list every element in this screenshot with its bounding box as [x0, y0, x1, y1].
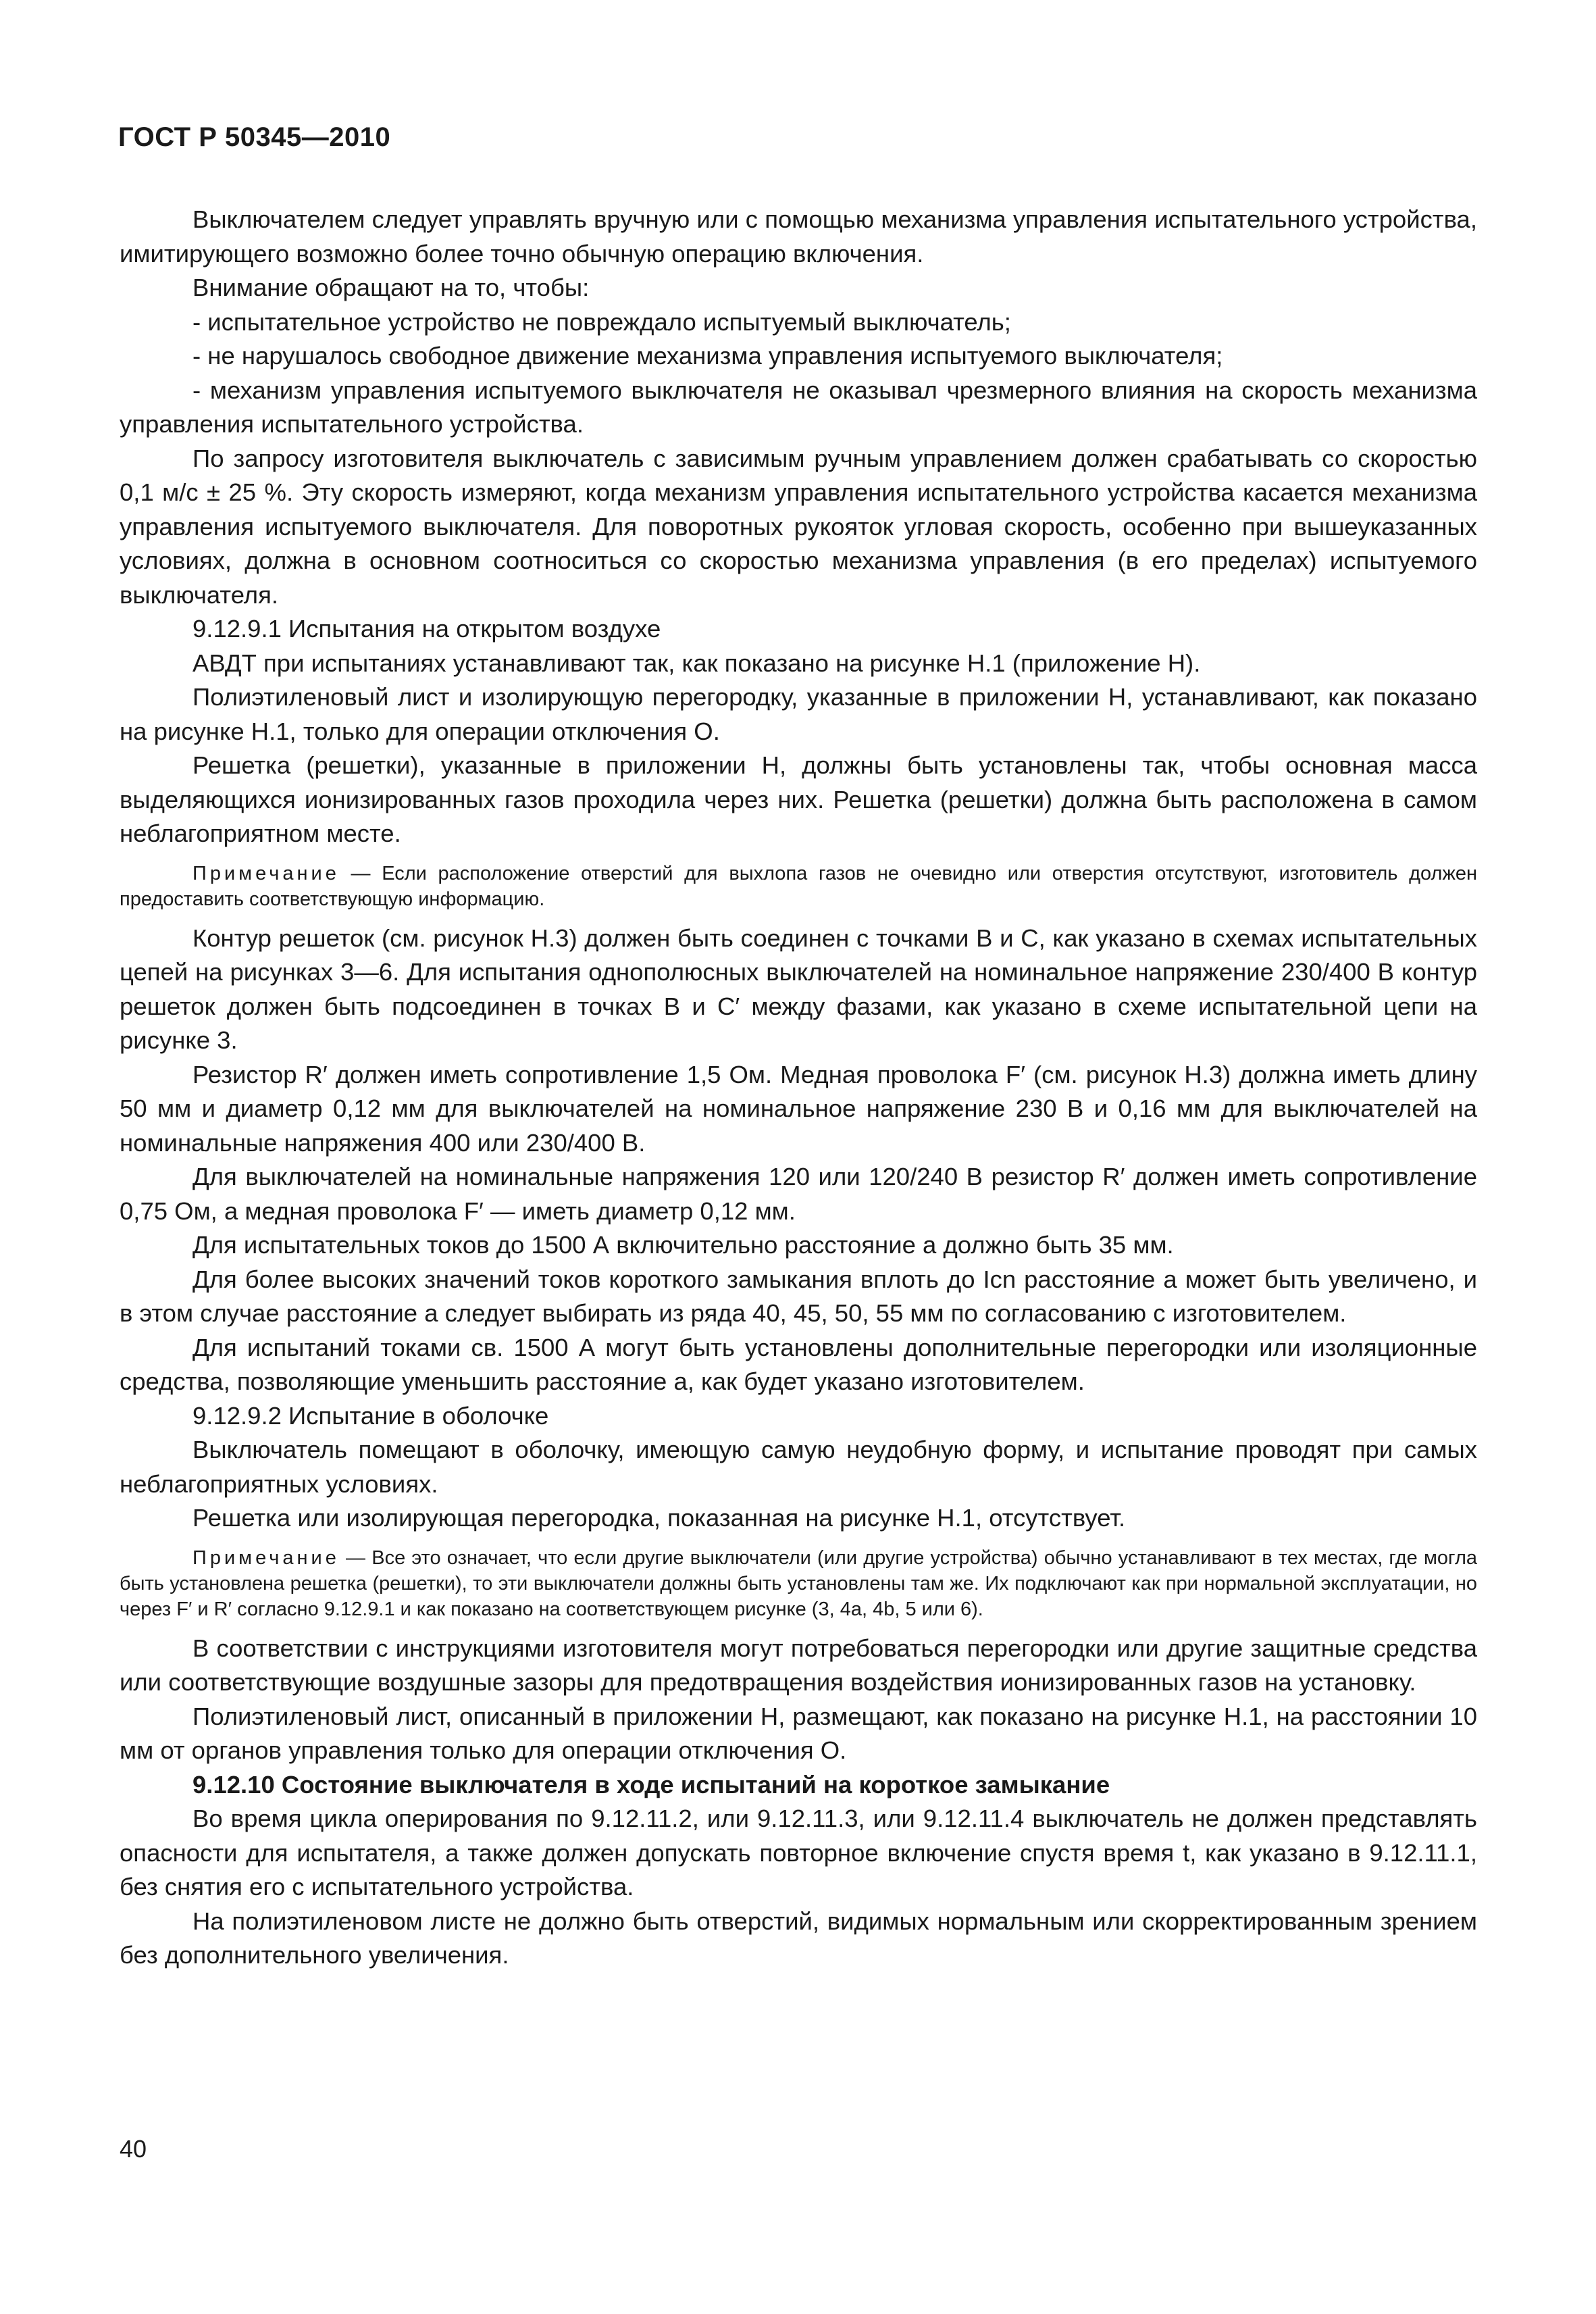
body-paragraph: В соответствии с инструкциями изготовителя могут потребоваться перегородки или другие защитные средства или соответствующие воздушные зазоры для предотвращения воздействия ионизированных газов на установку. [120, 1634, 1477, 1696]
body-paragraph: - не нарушалось свободное движение механизма управления испытуемого выключателя; [192, 342, 1223, 370]
body-paragraph: На полиэтиленовом листе не должно быть отверстий, видимых нормальным или скорректированным зрением без дополнительного увеличения. [120, 1907, 1477, 1969]
body-paragraph: Выключатель помещают в оболочку, имеющую самую неудобную форму, и испытание проводят при самых неблагоприятных условиях. [120, 1436, 1477, 1498]
body-paragraph: Резистор R′ должен иметь сопротивление 1,5 Ом. Медная проволока F′ (см. рисунок Н.3) должна иметь длину 50 мм и диаметр 0,12 мм для выключателей на номинальное напряжение 230 В и 0,16 мм для выключателей на номинальные напряжения 400 или 230/400 В. [120, 1060, 1477, 1157]
note-text: — Если расположение отверстий для выхлопа газов не очевидно или отверстия отсутствуют, изготовитель должен предоставить соответствующую информацию. [120, 862, 1477, 910]
body-paragraph: - испытательное устройство не повреждало испытуемый выключатель; [192, 307, 1011, 336]
body-paragraph: Для испытательных токов до 1500 А включительно расстояние а должно быть 35 мм. [192, 1231, 1174, 1259]
section-heading: 9.12.10 Состояние выключателя в ходе испытаний на короткое замыкание [192, 1770, 1110, 1799]
body-paragraph: Для выключателей на номинальные напряжения 120 или 120/240 В резистор R′ должен иметь сопротивление 0,75 Ом, а медная проволока F′ — иметь диаметр 0,12 мм. [120, 1163, 1477, 1225]
note-text: — Все это означает, что если другие выключатели (или другие устройства) обычно устанавливают в тех местах, где могла быть установлена решетка (решетки), то эти выключатели должны быть установлены там же. Их подключают как при нормальной эксплуатации, но через F′ и R′ согласно 9.12.9.1 и как показано на соответствующем рисунке (3, 4a, 4b, 5 или 6). [120, 1546, 1477, 1620]
body-paragraph: 9.12.9.2 Испытание в оболочке [192, 1401, 549, 1430]
body-paragraph: Полиэтиленовый лист, описанный в приложении Н, размещают, как показано на рисунке Н.1, на расстоянии 10 мм от органов управления только для операции отключения О. [120, 1702, 1477, 1764]
body-text [120, 203, 1477, 1973]
body-paragraph: АВДТ при испытаниях устанавливают так, как показано на рисунке Н.1 (приложение Н). [192, 649, 1201, 677]
body-paragraph: Внимание обращают на то, чтобы: [192, 274, 590, 301]
body-paragraph: Контур решеток (см. рисунок Н.3) должен быть соединен с точками В и С, как указано в схемах испытательных цепей на рисунках 3—6. Для испытания однополюсных выключателей на номинальное напряжение 230/400 В контур решеток должен быть подсоединен в точках В и С′ между фазами, как указано в схеме испытательной цепи на рисунке 3. [120, 924, 1477, 1054]
body-paragraph: Для испытаний токами св. 1500 А могут быть установлены дополнительные перегородки или изоляционные средства, позволяющие уменьшить расстояние а, как будет указано изготовителем. [120, 1333, 1477, 1395]
note-paragraph [120, 1545, 1477, 1622]
body-paragraph: Решетка (решетки), указанные в приложении Н, должны быть установлены так, чтобы основная масса выделяющихся ионизированных газов проходила через них. Решетка (решетки) должна быть расположена в самом неблагоприятном месте. [120, 751, 1477, 847]
body-paragraph: По запросу изготовителя выключатель с зависимым ручным управлением должен срабатывать со скоростью 0,1 м/с ± 25 %. Эту скорость измеряют, когда механизм управления испытательного устройства касается механизма управления испытуемого выключателя. Для поворотных рукояток угловая скорость, особенно при вышеуказанных условиях, должна в основном соотноситься со скоростью механизма управления (в его пределах) испытуемого выключателя. [120, 444, 1477, 609]
body-paragraph: - механизм управления испытуемого выключателя не оказывал чрезмерного влияния на скорость механизма управления испытательного устройства. [120, 376, 1477, 438]
note-paragraph [120, 861, 1477, 912]
body-paragraph: Во время цикла оперирования по 9.12.11.2, или 9.12.11.3, или 9.12.11.4 выключатель не должен представлять опасности для испытателя, а также должен допускать повторное включение спустя время t, как указано в 9.12.11.1, без снятия его с испытательного устройства. [120, 1805, 1477, 1901]
page-number: 40 [120, 2135, 147, 2163]
body-paragraph: Решетка или изолирующая перегородка, показанная на рисунке Н.1, отсутствует. [192, 1504, 1126, 1532]
document-header: ГОСТ Р 50345—2010 [118, 122, 391, 152]
body-paragraph: 9.12.9.1 Испытания на открытом воздухе [192, 615, 661, 643]
body-paragraph: Для более высоких значений токов короткого замыкания вплоть до Icn расстояние а может быть увеличено, и в этом случае расстояние а следует выбирать из ряда 40, 45, 50, 55 мм по согласованию с изготовителем. [120, 1265, 1477, 1327]
body-paragraph: Полиэтиленовый лист и изолирующую перегородку, указанные в приложении Н, устанавливают, как показано на рисунке Н.1, только для операции отключения О. [120, 683, 1477, 745]
note-label: Примечание [192, 862, 340, 884]
body-paragraph: Выключателем следует управлять вручную или с помощью механизма управления испытательного устройства, имитирующего возможно более точно обычную операцию включения. [120, 205, 1477, 268]
note-label: Примечание [192, 1546, 340, 1569]
